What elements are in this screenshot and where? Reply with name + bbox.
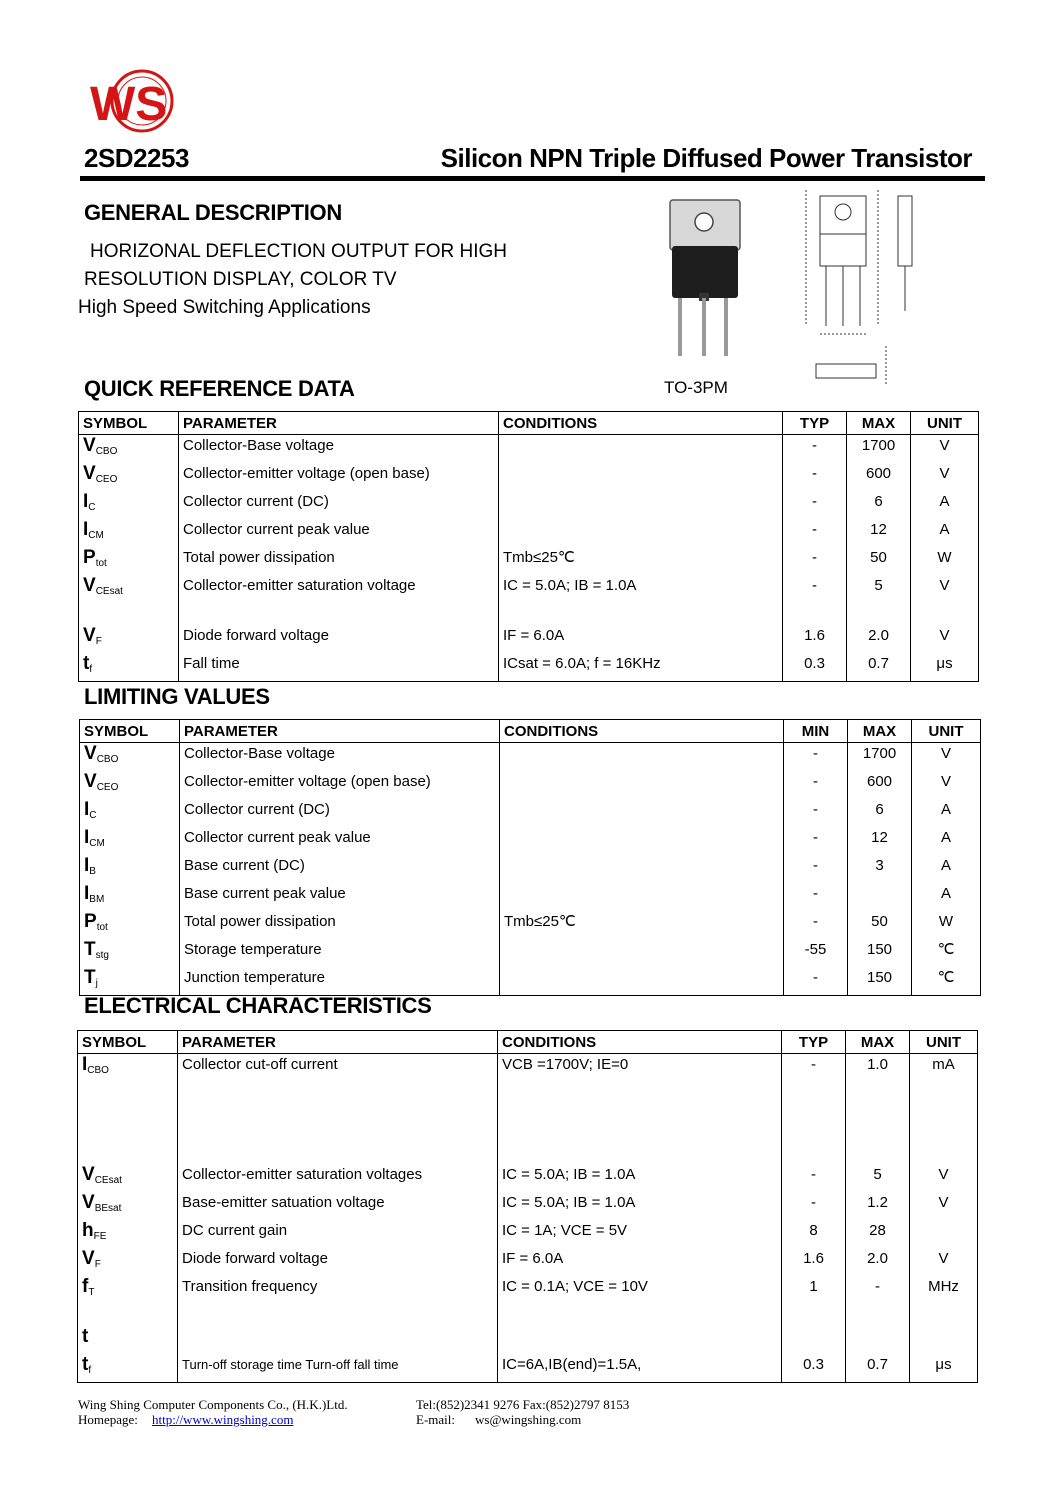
table-header-row <box>80 720 981 743</box>
unit-cell: A <box>912 883 981 911</box>
symbol-subscript: BEsat <box>94 1202 122 1214</box>
electrical-characteristics-table <box>77 1030 978 1383</box>
table-row <box>80 743 981 772</box>
conditions-cell <box>500 771 784 799</box>
table-row <box>78 1326 978 1354</box>
unit-cell: V <box>911 575 979 603</box>
table-row <box>78 1054 978 1164</box>
table-row <box>79 435 979 464</box>
conditions-cell <box>499 519 783 547</box>
col-typ: TYP <box>782 1031 846 1054</box>
table-row <box>78 1164 978 1192</box>
col-max: MAX <box>848 720 912 743</box>
table-row <box>80 855 981 883</box>
symbol-cell <box>80 799 180 827</box>
symbol-cell <box>79 519 179 547</box>
part-number: 2SD2253 <box>84 143 189 173</box>
col-unit: UNIT <box>911 412 979 435</box>
footer-homepage-link[interactable]: http://www.wingshing.com <box>152 1412 294 1427</box>
parameter-cell: Collector-emitter saturation voltages <box>178 1164 498 1192</box>
conditions-cell <box>499 491 783 519</box>
col-unit: UNIT <box>912 720 981 743</box>
unit-cell: V <box>911 463 979 491</box>
parameter-cell <box>178 1326 498 1354</box>
parameter-cell: Collector-emitter voltage (open base) <box>180 771 500 799</box>
limiting-values-heading: LIMITING VALUES <box>84 684 270 709</box>
symbol-subscript: C <box>88 502 96 513</box>
symbol-letter: T <box>84 939 96 960</box>
parameter-cell: Total power dissipation <box>180 911 500 939</box>
table-row <box>80 799 981 827</box>
min-cell: -55 <box>784 939 848 967</box>
parameter-cell: Storage temperature <box>180 939 500 967</box>
parameter-cell: Collector cut-off current <box>178 1054 498 1164</box>
unit-cell: MHz <box>910 1276 978 1304</box>
typ-cell <box>782 1304 846 1326</box>
symbol-subscript: BM <box>89 894 105 905</box>
package-dimension-drawing <box>786 186 946 396</box>
conditions-cell: IF = 6.0A <box>498 1248 782 1276</box>
symbol-cell <box>80 939 180 967</box>
max-cell: - <box>846 1276 910 1304</box>
conditions-cell <box>500 855 784 883</box>
table-row <box>79 625 979 653</box>
symbol-subscript: C <box>89 810 97 821</box>
symbol-letter: V <box>83 463 96 484</box>
parameter-cell: Collector-emitter voltage (open base) <box>179 463 499 491</box>
unit-cell: A <box>911 491 979 519</box>
col-max: MAX <box>847 412 911 435</box>
table-row <box>78 1304 978 1326</box>
parameter-cell: Diode forward voltage <box>179 625 499 653</box>
symbol-cell <box>78 1164 178 1192</box>
symbol-cell <box>80 967 180 996</box>
symbol-cell <box>79 491 179 519</box>
symbol-cell <box>79 463 179 491</box>
conditions-cell: ICsat = 6.0A; f = 16KHz <box>499 653 783 682</box>
col-symbol: SYMBOL <box>80 720 180 743</box>
symbol-cell <box>80 911 180 939</box>
limiting-values-table <box>79 719 981 996</box>
table-row <box>79 547 979 575</box>
symbol-cell <box>79 603 179 625</box>
conditions-cell <box>498 1326 782 1354</box>
parameter-cell: Collector current peak value <box>179 519 499 547</box>
typ-cell: 0.3 <box>782 1354 846 1383</box>
typ-cell: - <box>783 435 847 464</box>
unit-cell: A <box>912 827 981 855</box>
symbol-letter: I <box>82 1054 88 1075</box>
symbol-subscript: B <box>89 866 96 877</box>
symbol-letter: t <box>83 653 90 674</box>
conditions-cell <box>499 603 783 625</box>
conditions-cell <box>500 883 784 911</box>
unit-cell: W <box>912 911 981 939</box>
symbol-letter: I <box>83 519 89 540</box>
symbol-letter: V <box>84 771 97 792</box>
min-cell: - <box>784 883 848 911</box>
table-row <box>79 653 979 682</box>
conditions-cell <box>500 967 784 996</box>
max-cell <box>847 603 911 625</box>
typ-cell: - <box>783 547 847 575</box>
parameter-cell: Base-emitter satuation voltage <box>178 1192 498 1220</box>
symbol-letter: t <box>82 1353 89 1375</box>
table-row <box>78 1276 978 1304</box>
parameter-cell: Transition frequency <box>178 1276 498 1304</box>
symbol-letter: T <box>84 967 96 988</box>
symbol-letter: f <box>82 1275 89 1297</box>
parameter-cell: Collector-Base voltage <box>180 743 500 772</box>
typ-cell <box>782 1326 846 1354</box>
max-cell: 1.2 <box>846 1192 910 1220</box>
max-cell: 1700 <box>848 743 912 772</box>
footer-email[interactable]: ws@wingshing.com <box>475 1412 582 1427</box>
table-row <box>78 1192 978 1220</box>
typ-cell: 0.3 <box>783 653 847 682</box>
table-row <box>79 603 979 625</box>
unit-cell: μs <box>910 1354 978 1383</box>
symbol-subscript: tot <box>95 558 107 569</box>
symbol-letter: I <box>84 855 90 876</box>
symbol-letter: V <box>83 625 96 646</box>
parameter-cell <box>179 603 499 625</box>
col-conditions: CONDITIONS <box>498 1031 782 1054</box>
footer-company: Wing Shing Computer Components Co., (H.K.)Ltd. <box>78 1397 348 1412</box>
symbol-cell <box>80 827 180 855</box>
unit-cell: V <box>911 625 979 653</box>
parameter-cell: Fall time <box>179 653 499 682</box>
max-cell: 12 <box>847 519 911 547</box>
min-cell: - <box>784 827 848 855</box>
symbol-subscript: CBO <box>96 754 119 765</box>
symbol-cell <box>78 1304 178 1326</box>
electrical-characteristics-heading: ELECTRICAL CHARACTERISTICS <box>84 993 432 1018</box>
footer-tel-fax: Tel:(852)2341 9276 Fax:(852)2797 8153 <box>416 1397 630 1412</box>
typ-cell <box>783 603 847 625</box>
unit-cell: V <box>910 1248 978 1276</box>
col-conditions: CONDITIONS <box>500 720 784 743</box>
max-cell: 0.7 <box>847 653 911 682</box>
unit-cell: V <box>910 1164 978 1192</box>
symbol-letter: V <box>83 575 96 596</box>
symbol-cell <box>78 1192 178 1220</box>
conditions-cell <box>498 1304 782 1326</box>
col-symbol: SYMBOL <box>79 412 179 435</box>
table-row <box>80 967 981 996</box>
package-label: TO-3PM <box>664 378 728 397</box>
symbol-cell <box>78 1354 178 1383</box>
symbol-letter: V <box>82 1191 95 1213</box>
unit-cell: A <box>912 799 981 827</box>
quick-reference-table <box>78 411 979 682</box>
symbol-subscript: j <box>95 978 98 989</box>
max-cell: 1700 <box>847 435 911 464</box>
conditions-cell: IC = 1A; VCE = 5V <box>498 1220 782 1248</box>
symbol-letter: V <box>82 1247 95 1269</box>
conditions-cell: IC = 5.0A; IB = 1.0A <box>498 1192 782 1220</box>
table-row <box>80 827 981 855</box>
unit-cell: mA <box>910 1054 978 1164</box>
max-cell: 28 <box>846 1220 910 1248</box>
max-cell: 150 <box>848 939 912 967</box>
min-cell: - <box>784 799 848 827</box>
table-header-row <box>78 1031 978 1054</box>
general-description-heading: GENERAL DESCRIPTION <box>84 200 342 225</box>
description-line-1: HORIZONAL DEFLECTION OUTPUT FOR HIGH <box>90 241 507 262</box>
symbol-cell <box>80 855 180 883</box>
symbol-cell <box>78 1248 178 1276</box>
col-min: MIN <box>784 720 848 743</box>
max-cell: 50 <box>847 547 911 575</box>
symbol-letter: I <box>83 491 89 512</box>
symbol-cell <box>78 1220 178 1248</box>
symbol-letter: V <box>84 743 97 764</box>
col-parameter: PARAMETER <box>178 1031 498 1054</box>
typ-cell: - <box>782 1164 846 1192</box>
parameter-cell: Collector-emitter saturation voltage <box>179 575 499 603</box>
parameter-cell: Collector-Base voltage <box>179 435 499 464</box>
typ-cell: 8 <box>782 1220 846 1248</box>
symbol-subscript: CM <box>88 530 104 541</box>
symbol-subscript: CBO <box>95 446 118 457</box>
unit-cell <box>911 603 979 625</box>
col-parameter: PARAMETER <box>180 720 500 743</box>
unit-cell: V <box>912 743 981 772</box>
typ-cell: - <box>782 1054 846 1164</box>
typ-cell: - <box>783 575 847 603</box>
parameter-cell: Base current (DC) <box>180 855 500 883</box>
parameter-cell: Junction temperature <box>180 967 500 996</box>
symbol-subscript: CEO <box>95 474 118 485</box>
conditions-cell <box>500 799 784 827</box>
symbol-letter: P <box>83 547 96 568</box>
table-row <box>78 1220 978 1248</box>
unit-cell: V <box>910 1192 978 1220</box>
max-cell <box>846 1326 910 1354</box>
symbol-subscript: F <box>94 1258 101 1270</box>
table-row <box>80 911 981 939</box>
conditions-cell: Tmb≤25℃ <box>499 547 783 575</box>
conditions-cell: Tmb≤25℃ <box>500 911 784 939</box>
table-row <box>79 519 979 547</box>
symbol-letter: I <box>84 799 90 820</box>
symbol-subscript: CEsat <box>94 1174 122 1186</box>
unit-cell: ℃ <box>912 967 981 996</box>
max-cell: 600 <box>848 771 912 799</box>
symbol-letter: t <box>82 1325 89 1347</box>
description-line-2: RESOLUTION DISPLAY, COLOR TV <box>84 269 397 290</box>
max-cell: 150 <box>848 967 912 996</box>
table-row <box>80 771 981 799</box>
typ-cell: - <box>783 463 847 491</box>
col-symbol: SYMBOL <box>78 1031 178 1054</box>
unit-cell <box>910 1304 978 1326</box>
symbol-cell <box>79 435 179 464</box>
footer-homepage-label: Homepage: <box>78 1412 138 1427</box>
quick-reference-heading: QUICK REFERENCE DATA <box>84 376 355 401</box>
symbol-cell <box>79 575 179 603</box>
conditions-cell <box>500 939 784 967</box>
symbol-cell <box>78 1054 178 1164</box>
table-row <box>79 575 979 603</box>
typ-cell: - <box>783 519 847 547</box>
symbol-cell <box>78 1276 178 1304</box>
max-cell: 12 <box>848 827 912 855</box>
symbol-cell <box>80 883 180 911</box>
table-row <box>80 883 981 911</box>
max-cell: 2.0 <box>846 1248 910 1276</box>
unit-cell: A <box>911 519 979 547</box>
typ-cell: - <box>782 1192 846 1220</box>
max-cell: 5 <box>846 1164 910 1192</box>
col-typ: TYP <box>783 412 847 435</box>
max-cell: 3 <box>848 855 912 883</box>
conditions-cell: IC=6A,IB(end)=1.5A, <box>498 1354 782 1383</box>
symbol-subscript: f <box>88 1364 92 1376</box>
table-row <box>79 463 979 491</box>
symbol-subscript: CBO <box>87 1065 109 1076</box>
unit-cell: V <box>912 771 981 799</box>
symbol-cell <box>80 743 180 772</box>
parameter-cell: Base current peak value <box>180 883 500 911</box>
parameter-cell: Total power dissipation <box>179 547 499 575</box>
conditions-cell <box>499 435 783 464</box>
typ-cell: 1.6 <box>783 625 847 653</box>
conditions-cell <box>500 827 784 855</box>
unit-cell: V <box>911 435 979 464</box>
symbol-cell <box>78 1326 178 1354</box>
col-unit: UNIT <box>910 1031 978 1054</box>
max-cell <box>846 1304 910 1326</box>
table-row <box>78 1248 978 1276</box>
symbol-letter: h <box>82 1219 94 1241</box>
conditions-cell <box>499 463 783 491</box>
max-cell: 2.0 <box>847 625 911 653</box>
unit-cell <box>910 1326 978 1354</box>
symbol-letter: I <box>84 883 90 904</box>
typ-cell: 1 <box>782 1276 846 1304</box>
max-cell <box>848 883 912 911</box>
symbol-subscript: tot <box>96 922 108 933</box>
parameter-cell <box>178 1304 498 1326</box>
symbol-letter: V <box>83 435 96 456</box>
min-cell: - <box>784 855 848 883</box>
symbol-subscript: F <box>95 636 102 647</box>
symbol-subscript: CEO <box>96 782 119 793</box>
parameter-cell: Turn-off storage time Turn-off fall time <box>178 1354 498 1383</box>
symbol-cell <box>79 547 179 575</box>
min-cell: - <box>784 911 848 939</box>
unit-cell: W <box>911 547 979 575</box>
table-row <box>79 491 979 519</box>
symbol-subscript: f <box>89 664 93 675</box>
max-cell: 600 <box>847 463 911 491</box>
title-rule <box>80 176 985 181</box>
max-cell: 6 <box>847 491 911 519</box>
conditions-cell: IC = 5.0A; IB = 1.0A <box>499 575 783 603</box>
parameter-cell: Diode forward voltage <box>178 1248 498 1276</box>
max-cell: 50 <box>848 911 912 939</box>
typ-cell: - <box>783 491 847 519</box>
document-title: Silicon NPN Triple Diffused Power Transistor <box>440 143 972 173</box>
package-photo <box>666 198 746 358</box>
symbol-subscript: T <box>88 1286 95 1298</box>
typ-cell: 1.6 <box>782 1248 846 1276</box>
table-header-row <box>79 412 979 435</box>
max-cell: 6 <box>848 799 912 827</box>
conditions-cell: IC = 0.1A; VCE = 10V <box>498 1276 782 1304</box>
symbol-subscript: stg <box>95 950 109 961</box>
col-max: MAX <box>846 1031 910 1054</box>
symbol-subscript: FE <box>93 1230 107 1242</box>
table-row <box>78 1354 978 1383</box>
parameter-cell: DC current gain <box>178 1220 498 1248</box>
parameter-cell: Collector current (DC) <box>179 491 499 519</box>
unit-cell: A <box>912 855 981 883</box>
footer-email-label: E-mail: <box>416 1412 455 1427</box>
conditions-cell: VCB =1700V; IE=0 <box>498 1054 782 1164</box>
symbol-cell <box>79 653 179 682</box>
symbol-letter: P <box>84 911 97 932</box>
parameter-cell: Collector current peak value <box>180 827 500 855</box>
symbol-subscript: CEsat <box>95 586 123 597</box>
max-cell: 0.7 <box>846 1354 910 1383</box>
col-conditions: CONDITIONS <box>499 412 783 435</box>
max-cell: 1.0 <box>846 1054 910 1164</box>
min-cell: - <box>784 771 848 799</box>
company-logo <box>84 66 188 136</box>
symbol-letter: V <box>82 1163 95 1185</box>
description-line-3: High Speed Switching Applications <box>78 297 371 318</box>
min-cell: - <box>784 967 848 996</box>
symbol-subscript: CM <box>89 838 105 849</box>
min-cell: - <box>784 743 848 772</box>
max-cell: 5 <box>847 575 911 603</box>
conditions-cell: IF = 6.0A <box>499 625 783 653</box>
unit-cell <box>910 1220 978 1248</box>
symbol-cell <box>79 625 179 653</box>
symbol-letter: I <box>84 827 90 848</box>
logo-text: WS <box>90 78 168 131</box>
unit-cell: μs <box>911 653 979 682</box>
parameter-cell: Collector current (DC) <box>180 799 500 827</box>
symbol-cell <box>80 771 180 799</box>
table-row <box>80 939 981 967</box>
col-parameter: PARAMETER <box>179 412 499 435</box>
conditions-cell <box>500 743 784 772</box>
conditions-cell: IC = 5.0A; IB = 1.0A <box>498 1164 782 1192</box>
unit-cell: ℃ <box>912 939 981 967</box>
